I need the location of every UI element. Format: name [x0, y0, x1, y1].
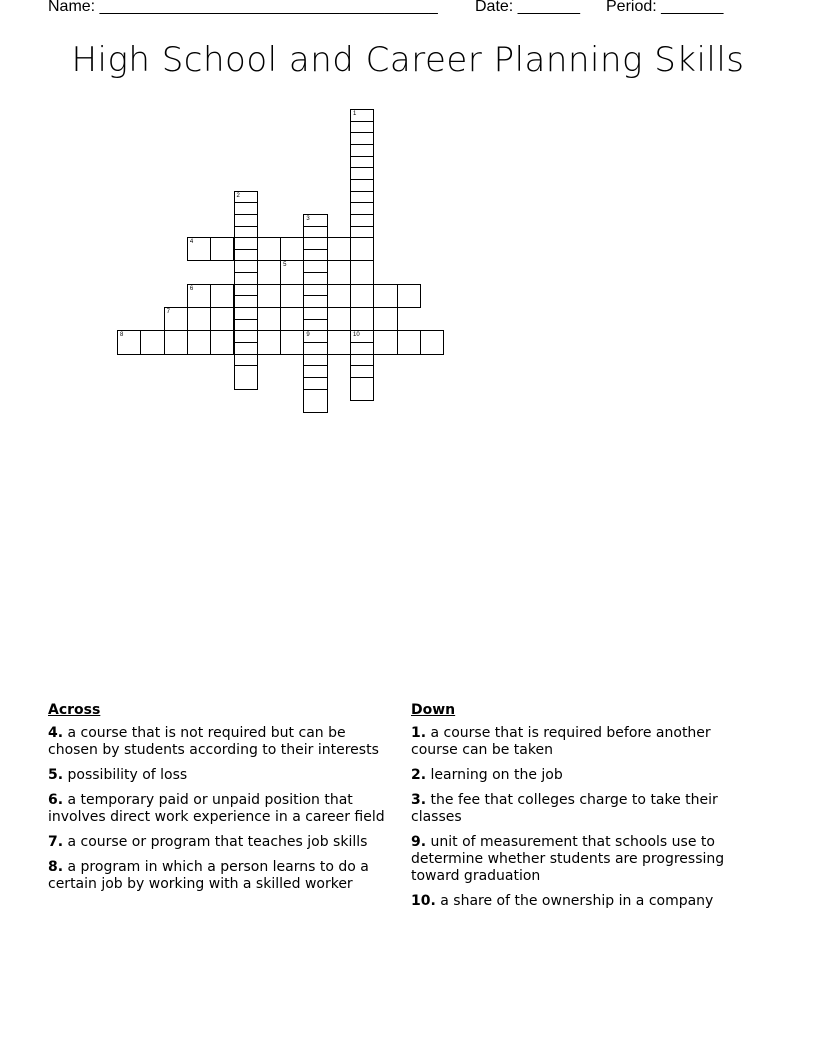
grid-cell[interactable] [350, 237, 374, 261]
grid-cell-number: 6 [189, 285, 194, 292]
down-heading: Down [411, 702, 456, 718]
clue-number: 7. [48, 834, 64, 850]
grid-cell-number: 10 [353, 332, 360, 339]
grid-cell[interactable] [303, 389, 327, 413]
across-heading: Across [48, 702, 101, 718]
grid-cell[interactable] [187, 237, 211, 261]
grid-cell[interactable] [210, 330, 234, 354]
clue-text: a temporary paid or unpaid position that involves direct work experience in a career field [48, 792, 385, 825]
clue-number: 5. [48, 767, 64, 783]
grid-cell[interactable] [420, 330, 444, 354]
clue-text: unit of measurement that schools use to determine whether students are progressing toward graduation [411, 834, 725, 884]
grid-cell[interactable] [117, 330, 141, 354]
clue-across-8 [48, 859, 388, 893]
grid-cell[interactable] [280, 330, 304, 354]
clue-text: a course that is not required but can be chosen by students according to their interests [48, 725, 379, 758]
grid-cell[interactable] [257, 237, 281, 261]
grid-cell[interactable] [164, 330, 188, 354]
grid-cell[interactable] [210, 307, 234, 331]
name-field-label[interactable]: Name: ______________________________________ [48, 0, 438, 15]
grid-cell-number: 4 [189, 239, 194, 246]
grid-cell[interactable] [327, 330, 351, 354]
grid-cell-number: 9 [306, 332, 310, 339]
clue-number: 9. [411, 834, 427, 850]
clue-number: 3. [411, 792, 427, 808]
clue-down-9 [411, 834, 751, 885]
grid-cell[interactable] [187, 330, 211, 354]
grid-cell[interactable] [280, 307, 304, 331]
grid-cell[interactable] [373, 284, 397, 308]
page-title: High School and Career Planning Skills [71, 40, 745, 80]
clue-across-6 [48, 792, 388, 826]
grid-cell[interactable] [350, 260, 374, 284]
date-field-label[interactable]: Date: _______ [475, 0, 580, 15]
grid-cell[interactable] [210, 284, 234, 308]
clue-across-4 [48, 725, 388, 759]
clue-down-10 [411, 893, 751, 910]
grid-cell[interactable] [164, 307, 188, 331]
period-field-label[interactable]: Period: _______ [606, 0, 724, 15]
grid-cell[interactable] [187, 284, 211, 308]
across-clues [48, 702, 388, 901]
grid-cell[interactable] [234, 365, 258, 389]
clue-number: 10. [411, 893, 436, 909]
clue-number: 2. [411, 767, 427, 783]
clue-across-7 [48, 834, 388, 851]
grid-cell[interactable] [257, 330, 281, 354]
grid-cell[interactable] [350, 377, 374, 401]
clue-text: a course or program that teaches job skills [67, 834, 368, 850]
clue-text: learning on the job [430, 767, 563, 783]
grid-cell[interactable] [327, 307, 351, 331]
grid-cell[interactable] [140, 330, 164, 354]
grid-cell[interactable] [350, 307, 374, 331]
clue-across-5 [48, 767, 388, 784]
clue-text: a course that is required before another course can be taken [411, 725, 711, 758]
grid-cell-number: 7 [166, 309, 170, 316]
clue-number: 1. [411, 725, 427, 741]
grid-cell[interactable] [327, 260, 351, 284]
grid-cell-number: 5 [283, 262, 287, 269]
grid-cell[interactable] [210, 237, 234, 261]
clue-down-3 [411, 792, 751, 826]
grid-cell-number: 3 [306, 215, 310, 222]
clue-number: 6. [48, 792, 64, 808]
grid-cell[interactable] [373, 307, 397, 331]
clue-down-2 [411, 767, 751, 784]
grid-cell[interactable] [397, 330, 421, 354]
grid-cell[interactable] [327, 284, 351, 308]
grid-cell[interactable] [280, 237, 304, 261]
grid-cell[interactable] [373, 330, 397, 354]
grid-cell[interactable] [327, 237, 351, 261]
grid-cell-number: 8 [120, 332, 124, 339]
grid-cell-number: 1 [353, 111, 357, 117]
clue-text: a share of the ownership in a company [440, 893, 714, 909]
clue-down-1 [411, 725, 751, 759]
clue-text: possibility of loss [67, 767, 188, 783]
clue-text: the fee that colleges charge to take their classes [411, 792, 718, 825]
grid-cell[interactable] [257, 284, 281, 308]
grid-cell[interactable] [280, 260, 304, 284]
grid-cell[interactable] [350, 284, 374, 308]
grid-cell[interactable] [257, 307, 281, 331]
grid-cell-number: 2 [236, 192, 240, 199]
grid-cell[interactable] [280, 284, 304, 308]
clue-text: a program in which a person learns to do a certain job by working with a skilled worker [48, 859, 369, 892]
grid-cell[interactable] [187, 307, 211, 331]
clue-number: 4. [48, 725, 64, 741]
grid-cell[interactable] [397, 284, 421, 308]
clue-number: 8. [48, 859, 64, 875]
down-clues [411, 702, 751, 918]
